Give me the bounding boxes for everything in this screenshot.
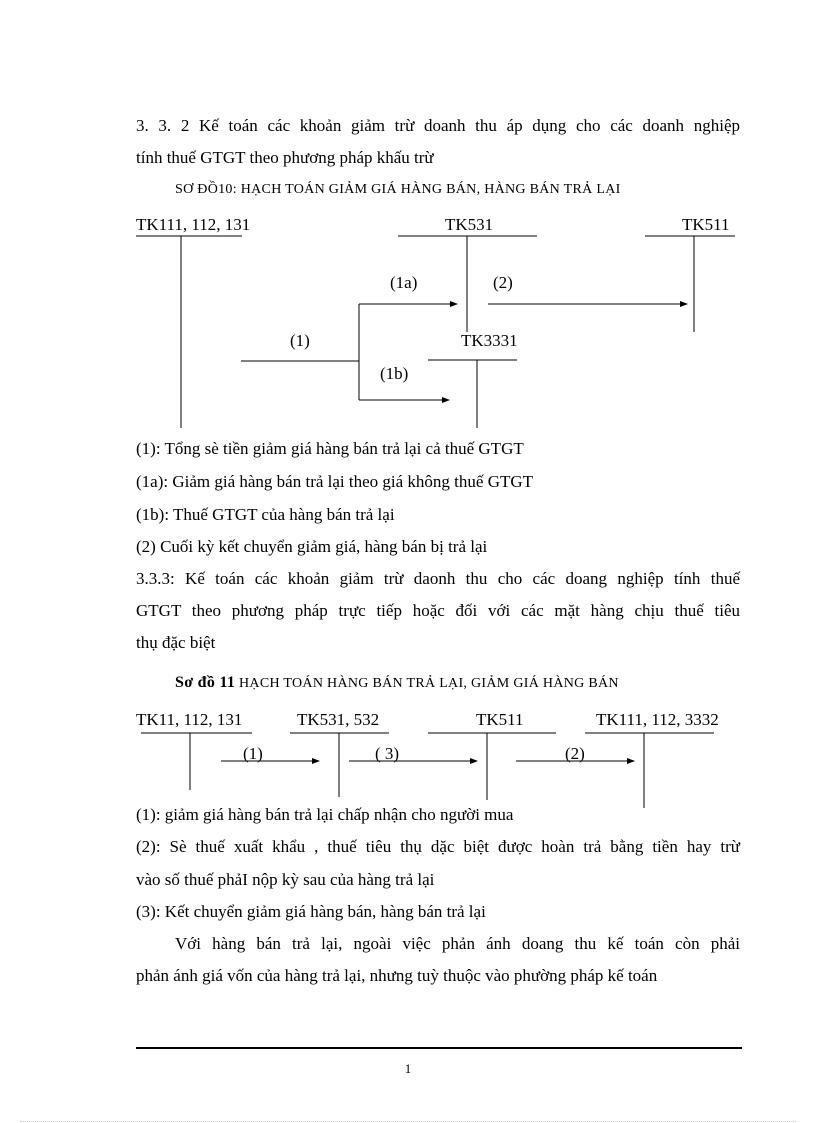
diagram-11-account-tk531: TK531, 532 <box>297 710 380 729</box>
diagram-11-label-2: (2) <box>565 744 585 763</box>
diagram-10-label-1a: (1a) <box>390 273 418 292</box>
section-332-line-1: 3. 3. 2 Kế toán các khoản giảm trừ doanh thu áp dụng cho các doanh nghiệp <box>136 116 740 135</box>
diagram-10-account-tk3331: TK3331 <box>461 331 518 350</box>
diagram-10-label-1b: (1b) <box>380 364 409 383</box>
diagram-11-label-3: ( 3) <box>375 744 400 763</box>
closing-line-2: phản ánh giá vốn của hàng trả lại, nhưng tuỳ thuộc vào phường pháp kế toán <box>136 966 658 985</box>
diagram-11-title-prefix: Sơ đồ 11 <box>175 674 236 691</box>
section-332-line-2: tính thuế GTGT theo phương pháp khấu trừ <box>136 148 434 167</box>
diagram-11-account-tk111: TK111, 112, 3332 <box>596 710 719 729</box>
legend-11-item-3: (3): Kết chuyển giảm giá hàng bán, hàng bán trả lại <box>136 902 486 921</box>
diagram-10-title-text: HẠCH TOÁN GIẢM GIÁ HÀNG BÁN, HÀNG BÁN TRẢ LẠI <box>240 182 621 197</box>
section-333-line-3: thụ đặc biệt <box>136 633 216 652</box>
legend-10-item-1a: (1a): Giảm giá hàng bán trả lại theo giá không thuế GTGT <box>136 472 534 491</box>
legend-10-item-2: (2) Cuối kỳ kết chuyển giảm giá, hàng bán bị trả lại <box>136 537 488 556</box>
footer-rule <box>136 1047 742 1049</box>
diagram-10-label-2: (2) <box>493 273 513 292</box>
diagram-11-account-tk511: TK511 <box>476 710 524 729</box>
diagram-10-account-tk511: TK511 <box>682 215 730 234</box>
diagram-11-label-1: (1) <box>243 744 263 763</box>
legend-10-item-1b: (1b): Thuế GTGT của hàng bán trả lại <box>136 505 395 524</box>
diagram-10-label-1: (1) <box>290 331 310 350</box>
section-333-line-2: GTGT theo phương pháp trực tiếp hoặc đối với các mặt hàng chịu thuế tiêu <box>136 601 740 620</box>
legend-11-item-1: (1): giảm giá hàng bán trả lại chấp nhận cho người mua <box>136 805 514 824</box>
legend-11-item-2-line-2: vào số thuế phảI nộp kỳ sau của hàng trả lại <box>136 870 435 889</box>
legend-11-item-2-line-1: (2): Sè thuế xuất khẩu , thuế tiêu thụ dặc biệt được hoàn trả bằng tiền hay trừ <box>136 837 740 856</box>
diagram-11-title-text: HẠCH TOÁN HÀNG BÁN TRẢ LẠI, GIẢM GIÁ HÀNG BÁN <box>239 676 619 691</box>
diagram-10-title-prefix: SƠ ĐỒ10: <box>175 182 237 197</box>
diagram-10-account-tk111: TK111, 112, 131 <box>136 215 251 234</box>
closing-line-1: Với hàng bán trả lại, ngoài việc phản ánh doang thu kế toán còn phải <box>175 934 740 953</box>
legend-10-item-1: (1): Tổng sè tiền giảm giá hàng bán trả lại cả thuế GTGT <box>136 439 524 458</box>
section-333-line-1: 3.3.3: Kế toán các khoản giảm trừ daonh thu cho các doang nghiệp tính thuế <box>136 569 740 588</box>
diagram-10-account-tk531: TK531 <box>445 215 494 234</box>
page-number: 1 <box>404 1061 412 1076</box>
page-edge-dots <box>20 1121 796 1122</box>
diagram-11-account-tk11: TK11, 112, 131 <box>136 710 243 729</box>
